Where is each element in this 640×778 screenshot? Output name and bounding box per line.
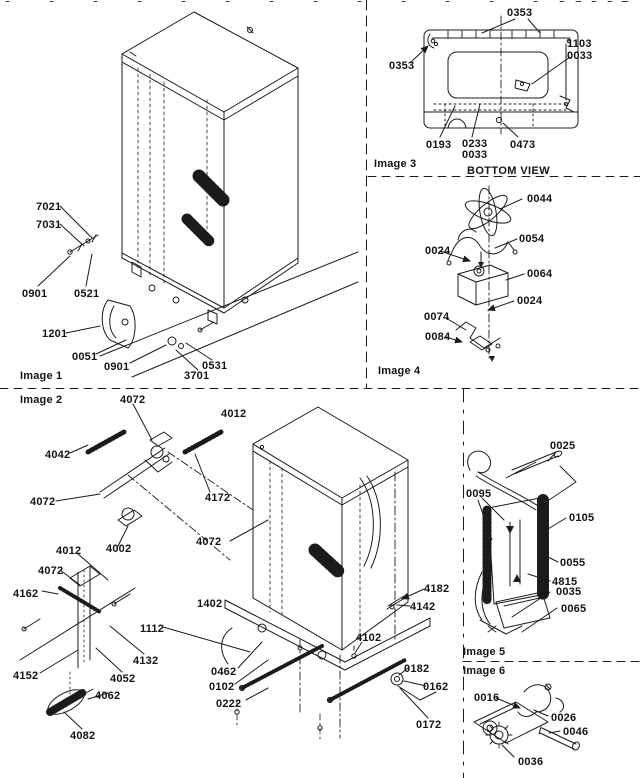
image1-cabinet-art: [38, 12, 358, 377]
part-label: 0074: [424, 311, 450, 323]
part-label: 4012: [221, 408, 247, 420]
part-label: 4072: [120, 394, 146, 406]
part-label: 4072: [30, 496, 56, 508]
part-label: 4182: [424, 583, 450, 595]
image5-evaporator-art: [468, 450, 576, 634]
image2-caption: Image 2: [20, 394, 63, 406]
part-label: 0531: [202, 360, 228, 372]
part-label: 0033: [462, 149, 488, 161]
part-label: 0521: [74, 288, 100, 300]
part-label: 0162: [423, 681, 449, 693]
image5-caption: Image 5: [463, 646, 506, 658]
part-label: 0026: [551, 712, 577, 724]
part-label: 0044: [527, 193, 553, 205]
part-label: 1402: [197, 598, 223, 610]
part-label: 4152: [13, 670, 39, 682]
image6-caption: Image 6: [463, 665, 506, 677]
part-label: 3701: [184, 370, 210, 382]
bottom-view-label: BOTTOM VIEW: [467, 165, 551, 177]
part-label: 4082: [70, 730, 96, 742]
part-label: 0016: [474, 692, 500, 704]
part-label: 4042: [45, 449, 71, 461]
part-label: 0462: [211, 666, 237, 678]
part-label: 0473: [510, 139, 536, 151]
part-label: 1112: [140, 623, 165, 635]
part-label: 0055: [560, 557, 586, 569]
part-label: 0084: [425, 331, 451, 343]
part-label: 4132: [133, 655, 159, 667]
part-label: 0901: [104, 361, 130, 373]
part-label: 0172: [416, 719, 442, 731]
part-label: 0065: [561, 603, 587, 615]
image4-fanmotor-art: [440, 186, 524, 362]
part-label: 0025: [550, 440, 576, 452]
part-label: 4142: [410, 601, 436, 613]
part-label: 0024: [517, 295, 543, 307]
part-label: 4072: [38, 565, 64, 577]
part-label: 0222: [216, 698, 242, 710]
part-label: 4815: [552, 576, 578, 588]
part-label: 4052: [110, 673, 136, 685]
part-label: 7031: [36, 219, 62, 231]
image3-caption: Image 3: [374, 158, 417, 170]
part-label: 4072: [196, 536, 222, 548]
part-label: 0036: [518, 756, 544, 768]
part-label: 0051: [72, 351, 98, 363]
part-label: 0033: [567, 50, 593, 62]
part-label: 4102: [356, 632, 382, 644]
part-label: 4002: [106, 543, 132, 555]
image3-bottomview-art: [410, 16, 578, 137]
part-label: 4012: [56, 545, 82, 557]
part-label: 0105: [569, 512, 595, 524]
part-label: 4162: [13, 588, 39, 600]
part-label: 0901: [22, 288, 48, 300]
part-label: 0035: [556, 586, 582, 598]
part-label: 0233: [462, 138, 488, 150]
part-label: 0182: [404, 663, 430, 675]
part-label: 0353: [389, 60, 415, 72]
part-label: 0353: [507, 7, 533, 19]
image4-caption: Image 4: [378, 365, 421, 377]
part-label: 4062: [95, 690, 121, 702]
part-label: 0193: [426, 139, 452, 151]
fan-motor: [458, 265, 508, 305]
image1-caption: Image 1: [20, 370, 63, 382]
part-label: 1103: [567, 38, 592, 50]
part-label: 0046: [563, 726, 589, 738]
part-label: 0054: [519, 233, 545, 245]
part-label: 7021: [36, 201, 62, 213]
part-label: 4172: [205, 492, 231, 504]
part-label: 0095: [466, 488, 492, 500]
part-label: 1201: [42, 328, 68, 340]
part-label: 0064: [527, 268, 553, 280]
part-label: 0024: [425, 245, 451, 257]
part-label: 0102: [209, 681, 235, 693]
